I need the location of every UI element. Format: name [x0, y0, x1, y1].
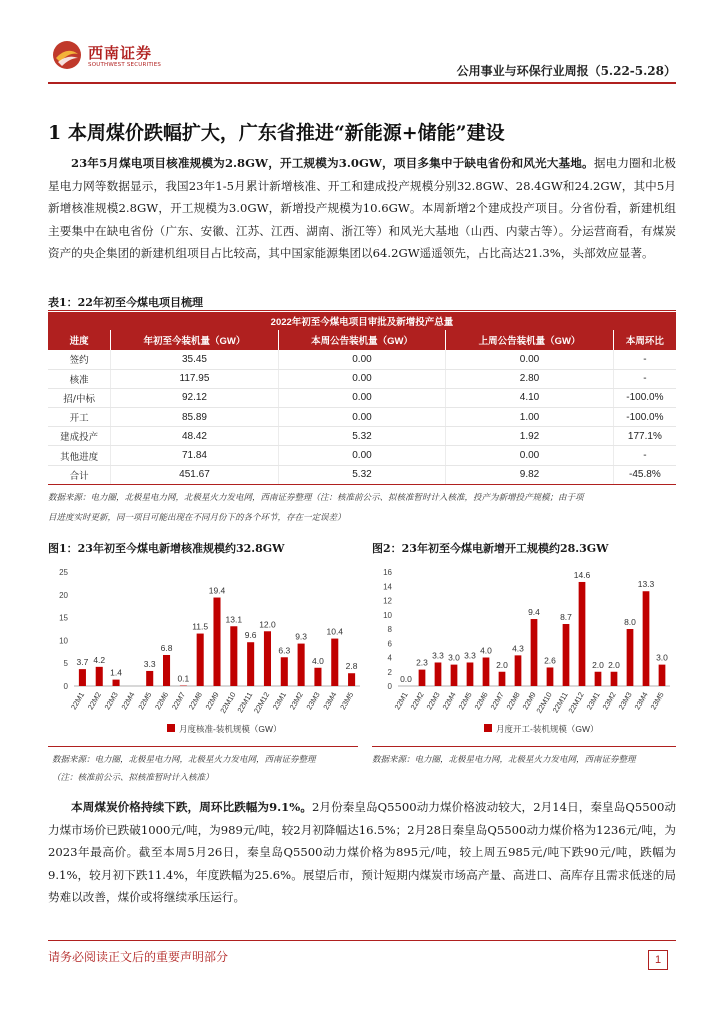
table-cell: 签约	[48, 350, 111, 369]
footer-divider	[48, 940, 676, 941]
data-label: 4.3	[512, 643, 524, 654]
y-tick-label: 10	[383, 610, 392, 620]
x-tick-label: 22M8	[186, 690, 204, 712]
logo-subtext: SOUTHWEST SECURITIES	[88, 62, 162, 68]
x-tick-label: 22M5	[136, 690, 154, 712]
x-tick-label: 22M11	[235, 690, 255, 715]
paragraph-body: 据电力圈和北极星电力网等数据显示，我国23年1-5月累计新增核准、开工和建成投产规模分别32.8GW、28.4GW和24.2GW，其中5月新增核准规模2.8GW，开工规模为3.0GW，新增投产规模为10.6GW。本周新增2个建成投产项目。分省份看，新建机组主要集中在缺电省份（广东、安徽、江苏、江西、湖南、浙江等）和风光大基地（山西、内蒙古等）。分运营商看，有煤炭资产的央企集团的新建机组项目占比较高，其中国家能源集团以64.2GW遥遥领先，占比高达21.3%，头部效应显著。	[48, 156, 676, 261]
table-cell: 451.67	[111, 465, 279, 484]
data-label: 9.6	[244, 630, 257, 641]
x-tick-label: 22M2	[408, 690, 426, 712]
data-label: 0.0	[400, 674, 412, 684]
bar	[96, 667, 103, 686]
x-tick-label: 22M8	[504, 690, 522, 712]
data-label: 3.3	[464, 650, 476, 661]
table-column-header: 本周环比	[613, 330, 676, 350]
bar	[213, 598, 220, 686]
table-cell: 35.45	[111, 350, 279, 369]
figure1-source: 数据来源：电力圈，北极星电力网，北极星火力发电网，西南证券整理	[52, 755, 316, 765]
data-label: 2.6	[544, 655, 556, 666]
bar	[659, 665, 666, 686]
report-title: 公用事业与环保行业周报（5.22-5.28）	[456, 64, 676, 78]
data-label: 4.2	[93, 654, 106, 665]
table-row	[48, 350, 676, 369]
table-cell: 0.00	[278, 446, 446, 465]
data-label: 13.3	[637, 579, 655, 590]
header-divider	[48, 82, 676, 84]
data-label: 2.0	[592, 659, 604, 670]
data-label: 4.0	[480, 645, 492, 656]
data-label: 1.4	[110, 667, 122, 678]
table-cell: 4.10	[446, 388, 614, 407]
table-cell: 48.42	[111, 427, 279, 446]
bar	[331, 639, 338, 686]
y-tick-label: 8	[387, 625, 392, 634]
bar	[314, 668, 321, 686]
figure1-note: （注：核准前公示、拟核准暂时计入核准）	[52, 773, 214, 783]
y-tick-label: 16	[383, 568, 392, 577]
data-label: 4.0	[312, 655, 324, 666]
figure2-title: 图2：23年初至今煤电新增开工规模约28.3GW	[372, 542, 609, 555]
x-tick-label: 22M11	[550, 690, 570, 715]
data-label: 9.4	[528, 607, 540, 618]
bar	[467, 662, 474, 686]
legend-label: 月度核准-装机规模（GW）	[179, 724, 282, 734]
table-source-line2: 目进度实时更新，同一项目可能出现在不同月份下的各个环节，存在一定误差）	[48, 513, 346, 523]
table-cell: -	[613, 350, 676, 369]
legend-swatch	[484, 724, 492, 732]
table-cell: 2.80	[446, 369, 614, 388]
figure1-title: 图1：23年初至今煤电新增核准规模约32.8GW	[48, 542, 285, 555]
table-cell: 核准	[48, 369, 111, 388]
data-label: 3.3	[432, 650, 444, 661]
coal-project-table	[48, 312, 676, 485]
table-cell: 0.00	[278, 350, 446, 369]
x-tick-label: 22M4	[119, 690, 137, 712]
table-column-header: 上周公告装机量（GW）	[446, 330, 614, 350]
x-tick-label: 22M7	[169, 690, 188, 712]
y-tick-label: 4	[387, 653, 392, 663]
data-label: 3.7	[76, 657, 89, 668]
x-tick-label: 22M3	[102, 690, 120, 712]
legend-swatch	[167, 724, 175, 732]
data-label: 8.7	[560, 612, 572, 623]
section-title: 1 本周煤价跌幅扩大，广东省推进“新能源+储能”建设	[48, 122, 505, 144]
table-cell: -	[613, 446, 676, 465]
data-label: 2.0	[496, 659, 508, 670]
table-cell: 5.32	[278, 427, 446, 446]
table-row	[48, 408, 676, 427]
bar	[79, 669, 86, 686]
table-caption: 表1：22年初至今煤电项目梳理	[48, 296, 203, 309]
table-column-header: 进度	[48, 330, 111, 350]
y-tick-label: 20	[59, 590, 68, 600]
x-tick-label: 23M5	[648, 690, 666, 712]
y-tick-label: 14	[383, 582, 392, 592]
x-tick-label: 22M3	[424, 690, 442, 712]
table-cell: 117.95	[111, 369, 279, 388]
x-tick-label: 22M12	[566, 690, 586, 715]
table-cell: 92.12	[111, 388, 279, 407]
x-tick-label: 22M6	[472, 690, 490, 712]
table-cell: 0.00	[278, 408, 446, 427]
table-cell: -	[613, 369, 676, 388]
y-tick-label: 0	[387, 682, 392, 691]
table-cell: 85.89	[111, 408, 279, 427]
table-cell: 1.92	[446, 427, 614, 446]
table-band-title: 2022年初至今煤电项目审批及新增投产总量	[48, 312, 676, 330]
x-tick-label: 22M9	[520, 690, 538, 712]
x-tick-label: 22M4	[440, 690, 458, 712]
y-tick-label: 25	[59, 568, 68, 577]
bar	[563, 624, 570, 686]
paragraph-body: 2月份秦皇岛Q5500动力煤价格波动较大，2月14日，秦皇岛Q5500动力煤市场价已跌破1000元/吨，为989元/吨，较2月初降幅达16.5%；2月28日秦皇岛Q5500动力煤价格为1236元/吨，为2023年最高价。截至本周5月26日，秦皇岛Q5500动力煤价格为895元/吨，较上周五985元/吨下跌90元/吨，跌幅为9.1%，较月初下跌11.4%，年度跌幅为25.6%。展望后市，预计短期内煤炭市场高产量、高进口、高库存且需求低迷的局势难以改善，煤价或将继续承压运行。	[48, 800, 676, 905]
data-label: 13.1	[225, 614, 243, 625]
figure1-bottom-rule	[48, 746, 358, 747]
data-label: 6.8	[160, 642, 173, 653]
table-cell: 其他进度	[48, 446, 111, 465]
y-tick-label: 5	[63, 659, 68, 669]
table-cell: -100.0%	[613, 388, 676, 407]
table-cell: 0.00	[278, 369, 446, 388]
table-row	[48, 427, 676, 446]
table-header-row	[48, 330, 676, 350]
bar	[197, 634, 204, 686]
data-label: 3.0	[448, 652, 460, 663]
bar	[611, 672, 618, 686]
table-cell: 5.32	[278, 465, 446, 484]
data-label: 19.4	[208, 585, 226, 596]
legend-label: 月度开工-装机规模（GW）	[496, 724, 599, 734]
table-cell: 0.00	[446, 446, 614, 465]
bar	[579, 582, 586, 686]
table-row	[48, 388, 676, 407]
data-label: 3.3	[143, 658, 156, 669]
bar	[643, 591, 650, 686]
company-logo-icon	[52, 40, 82, 70]
table-row	[48, 369, 676, 388]
y-tick-label: 12	[383, 596, 392, 606]
bar	[419, 670, 426, 686]
data-label: 2.3	[416, 657, 428, 668]
bar	[435, 662, 442, 686]
table-cell: 0.00	[446, 350, 614, 369]
table-row	[48, 446, 676, 465]
page-number: 1	[648, 950, 668, 970]
x-tick-label: 22M1	[392, 690, 410, 712]
y-tick-label: 6	[387, 639, 392, 649]
bar	[627, 629, 634, 686]
logo-text: 西南证券	[88, 44, 153, 62]
bar	[230, 626, 237, 686]
bar	[247, 642, 254, 686]
x-tick-label: 22M10	[218, 690, 238, 715]
bar	[281, 657, 288, 686]
table-cell: 建成投产	[48, 427, 111, 446]
data-label: 10.4	[326, 626, 344, 637]
table-column-header: 本周公告装机量（GW）	[278, 330, 446, 350]
x-tick-label: 23M2	[600, 690, 618, 712]
data-label: 0.1	[177, 673, 190, 684]
x-tick-label: 23M3	[616, 690, 634, 712]
table-cell: 招/中标	[48, 388, 111, 407]
table-cell: 开工	[48, 408, 111, 427]
bar	[515, 655, 522, 686]
x-tick-label: 22M6	[153, 690, 171, 712]
table-cell: -100.0%	[613, 408, 676, 427]
data-label: 2.8	[345, 661, 358, 672]
table-cell: 1.00	[446, 408, 614, 427]
table-cell: 177.1%	[613, 427, 676, 446]
figure2-bottom-rule	[372, 746, 676, 747]
bar	[595, 672, 602, 686]
data-label: 11.5	[192, 621, 209, 632]
bar	[298, 644, 305, 686]
x-tick-label: 22M1	[68, 690, 87, 712]
table-row	[48, 465, 676, 484]
bar	[499, 672, 506, 686]
approval-bar-chart	[48, 558, 366, 744]
x-tick-label: 23M4	[632, 690, 650, 712]
footer-disclaimer: 请务必阅读正文后的重要声明部分	[48, 950, 229, 964]
x-tick-label: 22M9	[203, 690, 221, 712]
page-header	[48, 38, 676, 84]
data-label: 6.3	[278, 645, 291, 656]
construction-bar-chart	[370, 558, 676, 744]
bar	[113, 680, 120, 686]
bar	[483, 658, 490, 687]
bar	[531, 619, 538, 686]
data-label: 2.0	[608, 659, 620, 670]
y-tick-label: 10	[59, 636, 68, 646]
bar	[146, 671, 153, 686]
x-tick-label: 22M2	[85, 690, 103, 712]
x-tick-label: 23M1	[584, 690, 602, 712]
table-cell: -45.8%	[613, 465, 676, 484]
table-top-rule	[48, 310, 676, 311]
paragraph-lead: 本周煤炭价格持续下跌，周环比跌幅为9.1%。	[71, 800, 312, 814]
data-label: 9.3	[295, 631, 308, 642]
x-tick-label: 22M10	[534, 690, 554, 715]
table-cell: 0.00	[278, 388, 446, 407]
table-cell: 合计	[48, 465, 111, 484]
table-column-header: 年初至今装机量（GW）	[111, 330, 279, 350]
table-cell: 71.84	[111, 446, 279, 465]
x-tick-label: 23M3	[304, 690, 322, 712]
data-label: 14.6	[573, 569, 591, 580]
x-tick-label: 22M5	[456, 690, 474, 712]
bar	[264, 631, 271, 686]
x-tick-label: 23M4	[321, 690, 339, 712]
y-tick-label: 2	[387, 667, 392, 677]
data-label: 12.0	[259, 619, 276, 630]
x-tick-label: 22M12	[251, 690, 272, 715]
bar	[547, 667, 554, 686]
x-tick-label: 23M1	[270, 690, 289, 712]
data-label: 8.0	[624, 617, 636, 627]
y-tick-label: 15	[59, 613, 68, 623]
y-tick-label: 0	[63, 682, 68, 691]
x-tick-label: 23M2	[287, 690, 305, 712]
x-tick-label: 23M5	[338, 690, 356, 712]
paragraph-lead: 23年5月煤电项目核准规模为2.8GW，开工规模为3.0GW，项目多集中于缺电省份和风光大基地。	[71, 156, 594, 170]
paragraph-coal-projects	[48, 152, 676, 265]
paragraph-coal-price	[48, 796, 676, 909]
bar	[451, 665, 458, 686]
x-tick-label: 22M7	[488, 690, 506, 712]
bar	[163, 655, 170, 686]
bar	[348, 673, 355, 686]
table-source-line1: 数据来源：电力圈，北极星电力网，北极星火力发电网，西南证券整理（注：核准前公示、拟核准暂时计入核准，投产为新增投产规模；由于项	[48, 493, 584, 503]
table-cell: 9.82	[446, 465, 614, 484]
figure2-source: 数据来源：电力圈，北极星电力网，北极星火力发电网，西南证券整理	[372, 755, 636, 765]
data-label: 3.0	[656, 652, 668, 663]
